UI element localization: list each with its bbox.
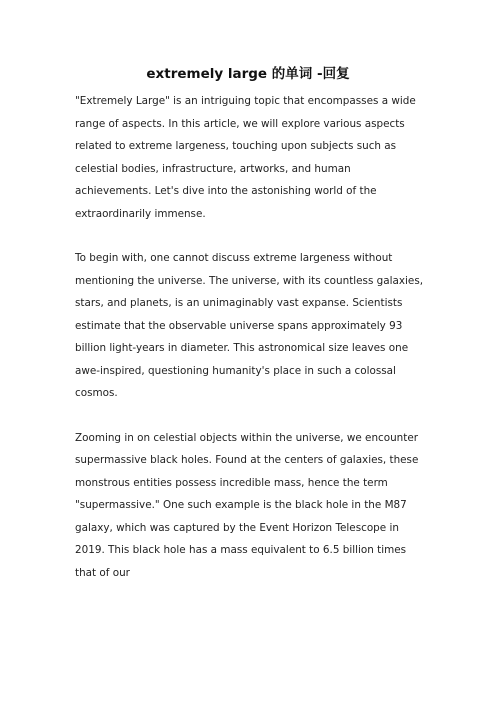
document-title: extremely large 的单词 -回复: [146, 66, 350, 82]
paragraph-intro: "Extremely Large" is an intriguing topic that encompasses a wide range of aspects. In this article, we will explore various aspects related to extreme largeness, touching upon subjects such as celestial bodies, infrastructure, artworks, and human achievements. Let's dive into the astonishing world of the extraordinarily immense.: [75, 95, 416, 220]
paragraph-black-holes: Zooming in on celestial objects within the universe, we encounter supermassive black holes. Found at the centers of galaxies, these monstrous entities possess incredible mass, hence the term "supermassive." One such example is the black hole in the M87 galaxy, which was captured by the Event Horizon Telescope in 2019. This black hole has a mass equivalent to 6.5 billion times that of our: [75, 431, 419, 579]
document-body: [75, 90, 425, 606]
paragraph-universe: To begin with, one cannot discuss extreme largeness without mentioning the universe. The universe, with its countless galaxies, stars, and planets, is an unimaginably vast expanse. Scientists estimate that the observable universe spans approximately 93 billion light-years in diameter. This astronomical size leaves one awe-inspired, questioning humanity's place in such a colossal cosmos.: [75, 252, 424, 399]
